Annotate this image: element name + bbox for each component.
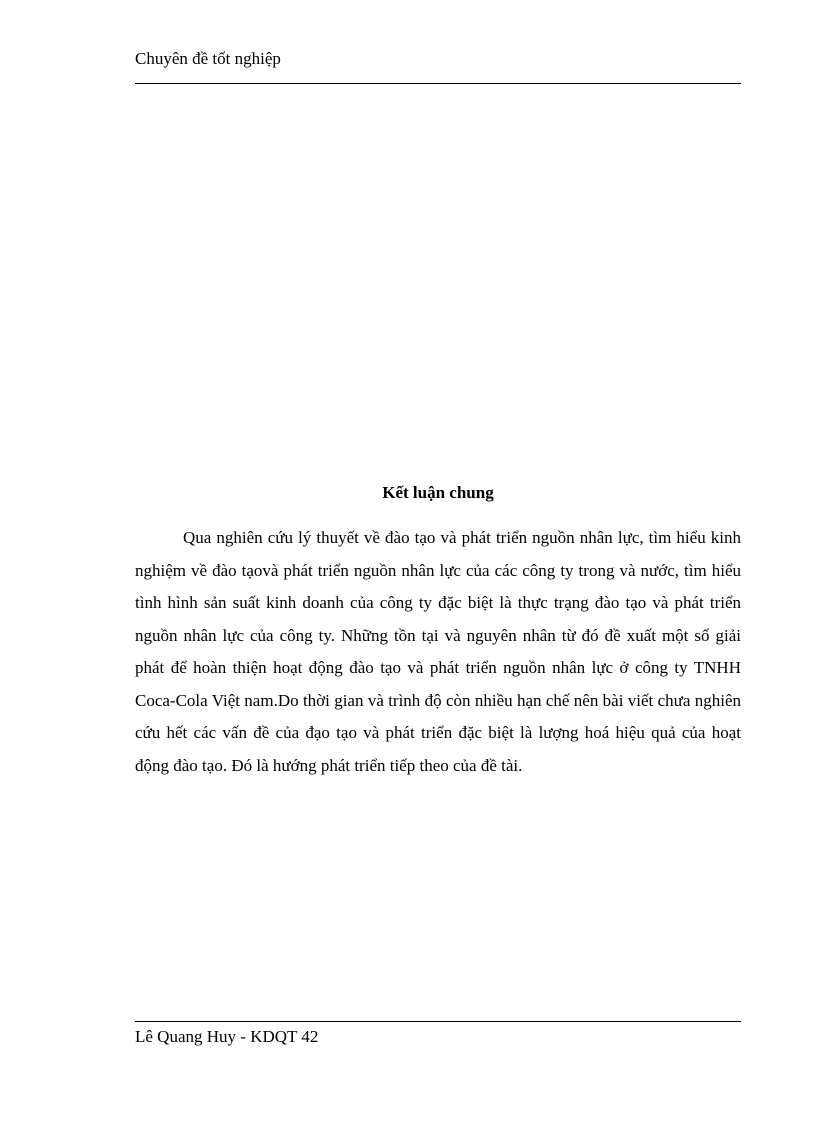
page-header: Chuyên đề tốt nghiệp [135,49,281,68]
header-divider [135,83,741,84]
page-footer: Lê Quang Huy - KDQT 42 [135,1027,319,1046]
conclusion-paragraph: Qua nghiên cứu lý thuyết về đào tạo và phát triển nguồn nhân lực, tìm hiểu kinh nghiệm về đào tạovà phát triển nguồn nhân lực của các công ty trong và nước, tìm hiểu tình hình sản suất kinh doanh của công ty đặc biệt là thực trạng đào tạo và phát triển nguồn nhân lực của công ty. Những tồn tại và nguyên nhân từ đó đề xuất một số giải phát để hoàn thiện hoạt động đào tạo và phát triển nguồn nhân lực ở công ty TNHH Coca-Cola Việt nam.Do thời gian và trình độ còn nhiều hạn chế nên bài viết chưa nghiên cứu hết các vấn đề của đạo tạo và phát triển đặc biệt là lượng hoá hiệu quả của hoạt động đào tạo. Đó là hướng phát triển tiếp theo của đề tài. [135,528,741,775]
footer-divider [135,1021,741,1022]
section-title: Kết luận chung [382,483,494,502]
